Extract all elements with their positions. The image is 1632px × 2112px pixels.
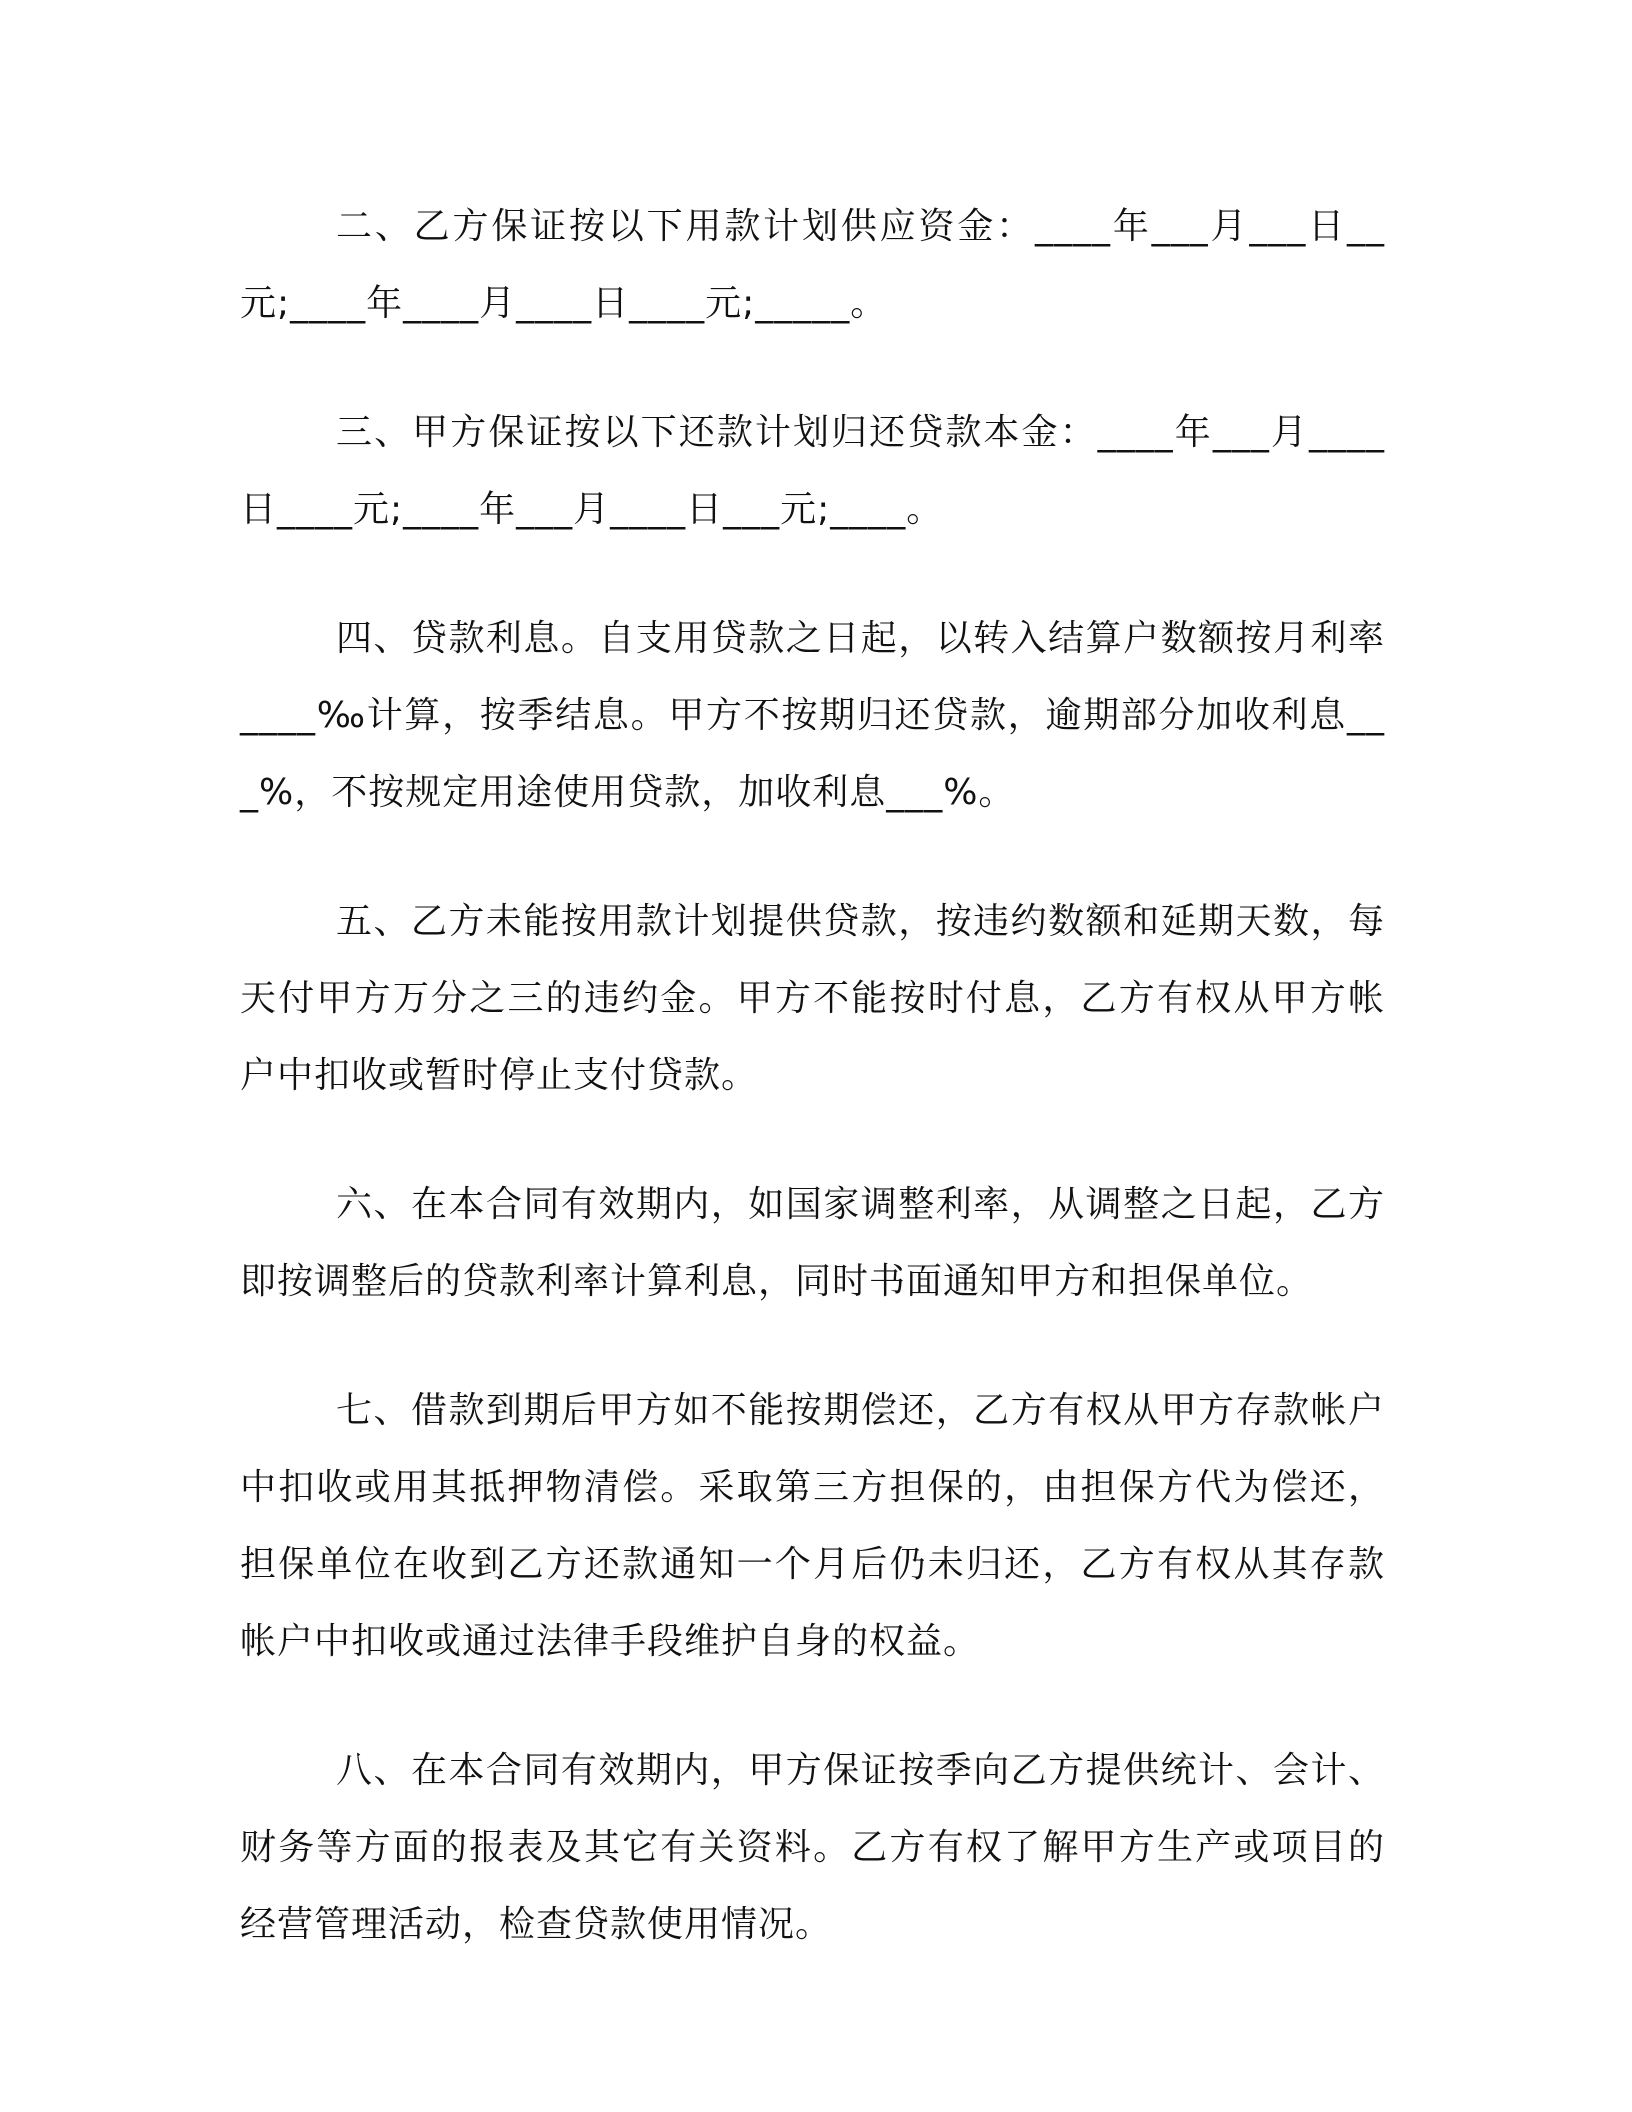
clause-7-paragraph: 七、借款到期后甲方如不能按期偿还，乙方有权从甲方存款帐户中扣收或用其抵押物清偿。采取第三方担保的，由担保方代为偿还，担保单位在收到乙方还款通知一个月后仍未归还，乙方有权从其存款帐户中扣收或通过法律手段维护自身的权益。 — [240, 1390, 1385, 1662]
clause-5-paragraph: 五、乙方未能按用款计划提供贷款，按违约数额和延期天数，每天付甲方万分之三的违约金。甲方不能按时付息，乙方有权从甲方帐户中扣收或暂时停止支付贷款。 — [240, 901, 1385, 1096]
document-body — [240, 188, 1385, 2015]
clause-3-paragraph: 三、甲方保证按以下还款计划归还贷款本金：____年___月____日____元;____年___月____日___元;____。 — [240, 412, 1385, 530]
clause-6-paragraph: 六、在本合同有效期内，如国家调整利率，从调整之日起，乙方即按调整后的贷款利率计算利息，同时书面通知甲方和担保单位。 — [240, 1184, 1385, 1302]
clause-2-paragraph: 二、乙方保证按以下用款计划供应资金：____年___月___日__元;____年____月____日____元;_____。 — [240, 206, 1385, 324]
clause-4-paragraph: 四、贷款利息。自支用贷款之日起，以转入结算户数额按月利率____‰计算，按季结息。甲方不按期归还贷款，逾期部分加收利息___%，不按规定用途使用贷款，加收利息___%。 — [240, 618, 1385, 813]
clause-8-paragraph: 八、在本合同有效期内，甲方保证按季向乙方提供统计、会计、财务等方面的报表及其它有关资料。乙方有权了解甲方生产或项目的经营管理活动，检查贷款使用情况。 — [240, 1750, 1385, 1945]
